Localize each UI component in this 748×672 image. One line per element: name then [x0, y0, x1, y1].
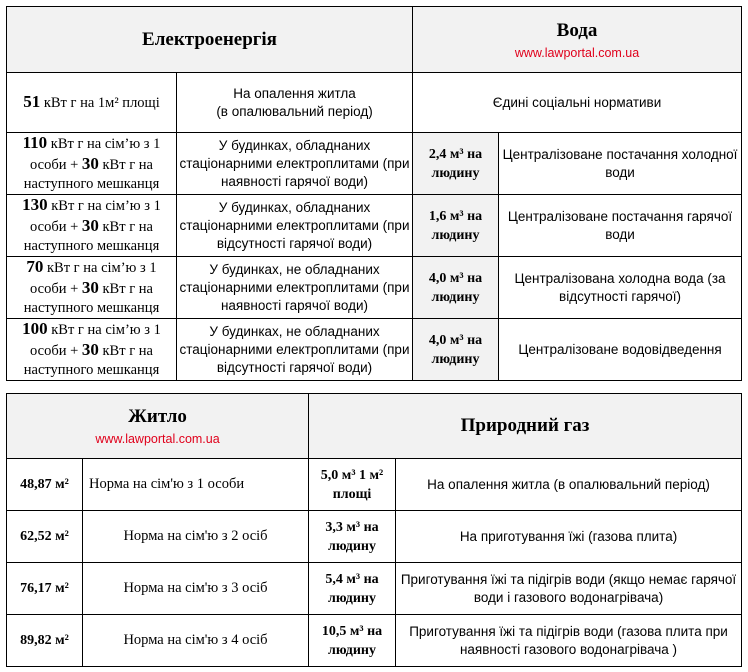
gas-title: Природний газ: [460, 415, 590, 436]
norm-text: кВт г на наступного мешканця: [23, 281, 160, 316]
site-watermark: www.lawportal.com.ua: [95, 432, 220, 446]
table-row: [7, 563, 742, 615]
gas-description: Приготування їжі та підігрів води (газова плита при наявності газового водонагрівача ): [396, 615, 742, 667]
electricity-norm: [7, 257, 177, 319]
heating-desc-line2: (в опалювальний період): [216, 103, 373, 119]
housing-area: 48,87 м²: [7, 459, 83, 511]
water-title: Вода: [556, 19, 598, 41]
gas-description: На приготування їжі (газова плита): [396, 511, 742, 563]
table-row: [7, 257, 742, 319]
electricity-norm: [7, 133, 177, 195]
electricity-condition: У будинках, обладнаних стаціонарними електроплитами (при відсутності гарячої води): [177, 195, 413, 257]
norm-text: кВт г на наступного мешканця: [23, 343, 160, 378]
electricity-header: [7, 7, 413, 73]
gas-description: Приготування їжі та підігрів води (якщо немає гарячої води і газового водонагрівача): [396, 563, 742, 615]
heating-description: [177, 73, 413, 133]
water-header: [413, 7, 742, 73]
site-watermark: www.lawportal.com.ua: [514, 45, 640, 60]
housing-header: [7, 394, 309, 459]
table-row: [7, 511, 742, 563]
housing-area: 62,52 м²: [7, 511, 83, 563]
norm-text: кВт г на сім’ю з 1 особи +: [30, 136, 161, 173]
water-quantity: 4,0 м³ на людину: [413, 257, 499, 319]
electricity-norm: [7, 195, 177, 257]
housing-area: 89,82 м²: [7, 615, 83, 667]
norm-extra: 30: [81, 278, 99, 297]
utilities-norms-table: [6, 6, 742, 381]
social-norms-label: Єдині соціальні нормативи: [413, 73, 742, 133]
gas-quantity: 5,4 м³ на людину: [309, 563, 396, 615]
norm-text: кВт г на наступного мешканця: [23, 219, 160, 254]
electricity-title: Електроенергія: [142, 28, 277, 50]
housing-norm: Норма на сім'ю з 2 осіб: [83, 511, 309, 563]
norm-extra: 30: [81, 216, 99, 235]
housing-norm: Норма на сім'ю з 1 особи: [83, 459, 309, 511]
water-description: Централізоване постачання гарячої води: [499, 195, 742, 257]
electricity-norm: [7, 319, 177, 381]
housing-area: 76,17 м²: [7, 563, 83, 615]
gas-quantity: 10,5 м³ на людину: [309, 615, 396, 667]
housing-title: Житло: [128, 406, 187, 427]
table-row: [7, 615, 742, 667]
norm-amount: 70: [26, 257, 44, 276]
gas-quantity: 5,0 м³ 1 м² площі: [309, 459, 396, 511]
table-row: [7, 319, 742, 381]
gas-header: [309, 394, 742, 459]
water-description: Централізоване постачання холодної води: [499, 133, 742, 195]
gas-quantity: 3,3 м³ на людину: [309, 511, 396, 563]
water-quantity: 1,6 м³ на людину: [413, 195, 499, 257]
heating-amount: 51: [23, 92, 41, 111]
electricity-condition: У будинках, не обладнаних стаціонарними електроплитами (при відсутності гарячої води): [177, 319, 413, 381]
norm-text: кВт г на сім’ю з 1 особи +: [30, 322, 161, 359]
table-row: [7, 459, 742, 511]
norm-text: кВт г на сім’ю з 1 особи +: [30, 198, 161, 235]
electricity-condition: У будинках, не обладнаних стаціонарними електроплитами (при наявності гарячої води): [177, 257, 413, 319]
gas-description: На опалення житла (в опалювальний період): [396, 459, 742, 511]
norm-extra: 30: [81, 154, 99, 173]
water-description: Централізована холодна вода (за відсутності гарячої): [499, 257, 742, 319]
norm-amount: 110: [22, 133, 48, 152]
housing-norm: Норма на сім'ю з 3 осіб: [83, 563, 309, 615]
norm-text: кВт г на наступного мешканця: [23, 157, 160, 192]
housing-norm: Норма на сім'ю з 4 осіб: [83, 615, 309, 667]
housing-gas-table: [6, 393, 742, 667]
heating-unit: кВт г на 1м² площі: [40, 95, 160, 111]
water-quantity: 4,0 м³ на людину: [413, 319, 499, 381]
norm-extra: 30: [81, 340, 99, 359]
norm-amount: 100: [22, 319, 48, 338]
electricity-condition: У будинках, обладнаних стаціонарними електроплитами (при наявності гарячої води): [177, 133, 413, 195]
table-row: [7, 195, 742, 257]
water-description: Централізоване водовідведення: [499, 319, 742, 381]
norm-amount: 130: [22, 195, 48, 214]
norm-text: кВт г на сім’ю з 1 особи +: [30, 260, 157, 297]
heating-electricity-norm: [7, 73, 177, 133]
heating-desc-line1: На опалення житла: [233, 85, 356, 101]
water-quantity: 2,4 м³ на людину: [413, 133, 499, 195]
table-row: [7, 133, 742, 195]
